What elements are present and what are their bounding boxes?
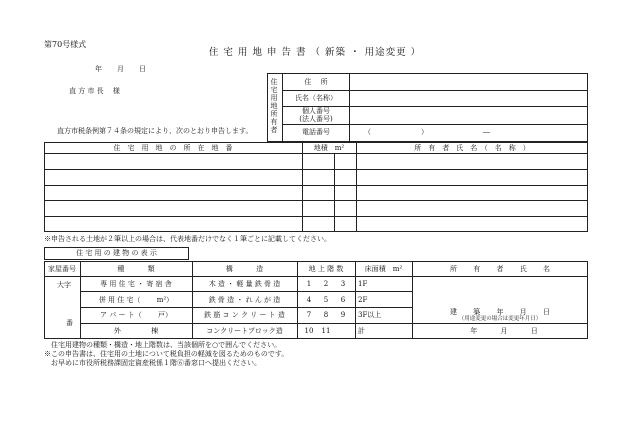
completion-sub: （用途変更の場合は変更年月日）: [458, 316, 542, 322]
date-month: 月: [117, 65, 124, 73]
page-title: 住 宅 用 地 申 告 書 （ 新築 ・ 用途変更 ）: [208, 47, 422, 58]
floor-option[interactable]: 6: [340, 296, 346, 304]
type-option-dedicated[interactable]: 専 用 住 宅 ・ 寄 宿 舎: [100, 280, 172, 288]
floor-option[interactable]: 3: [340, 280, 346, 288]
structure-option-wood[interactable]: 木 造 ・ 軽 量 鉄 骨 造: [208, 280, 281, 288]
area-label-total: 計: [358, 327, 365, 335]
bldg-header-structure: 構 造: [225, 265, 264, 273]
structure-option-steel[interactable]: 鉄 骨 造 ・ れ ん が 造: [208, 296, 281, 304]
lot-label-ban: 番: [66, 319, 73, 327]
type-option-other[interactable]: 外 棟: [113, 327, 159, 335]
land-header-owner: 所 有 者 氏 名 （ 名 称 ）: [414, 144, 530, 152]
area-label-3f: 3F以上: [358, 311, 382, 319]
floor-option[interactable]: 2: [323, 280, 329, 288]
bldg-header-owner: 所 有 者 氏 名: [450, 265, 550, 273]
addressee: 直 方 市 長 様: [69, 87, 120, 95]
structure-option-rc[interactable]: 鉄 筋 コ ン ク リ ー ト 造: [204, 311, 285, 319]
land-table: [44, 142, 588, 232]
id-number-label: 個人番号 (法人番号): [299, 107, 333, 123]
type-option-apartment[interactable]: ア パ ー ト（ 戸）: [100, 311, 172, 319]
floor-option[interactable]: 11: [321, 327, 331, 335]
floor-option[interactable]: 4: [306, 296, 312, 304]
bldg-header-floor-area: 床面積 m²: [364, 265, 403, 273]
building-section-title: 住 宅 用 の 建 物 の 表 示: [76, 249, 157, 257]
floor-option[interactable]: 5: [323, 296, 329, 304]
lot-label-oaza: 大字: [57, 281, 71, 289]
phone-label: 電話番号: [302, 128, 330, 136]
floor-option[interactable]: 1: [306, 280, 312, 288]
preamble: 直方市税条例第７４条の規定により、次のとおり申告します。: [57, 127, 253, 135]
phone-close: ）: [421, 128, 428, 136]
footnote-1: 住宅用建物の種類・構造・地上階数は、当該個所を○で囲んでください。: [51, 341, 282, 349]
land-note: ※申告される土地が２筆以上の場合は、代表地番だけでなく１筆ごとに記載してください。: [44, 235, 331, 243]
footnote-3: お早めに市役所税務課固定資産税係１階⑥番窓口へ提出ください。: [51, 359, 261, 367]
form-number: 第70号様式: [44, 40, 87, 49]
name-label: 氏名（名称）: [295, 94, 337, 102]
land-header-location: 住 宅 用 地 の 所 在 地 番: [113, 144, 233, 152]
floor-option[interactable]: 9: [340, 311, 346, 319]
type-option-combined[interactable]: 併 用 住 宅（ m²）: [98, 296, 174, 304]
footnote-2: ※この申告書は、住宅用の土地について税負担の軽減を図るためのものです。: [44, 350, 289, 358]
completion-label: 建 築 年 月 日: [450, 308, 550, 316]
date-year: 年: [95, 65, 102, 73]
area-label-1f: 1F: [358, 280, 368, 288]
land-header-area: 地積 m²: [313, 144, 345, 152]
address-label: 住 所: [304, 78, 328, 86]
area-label-2f: 2F: [358, 296, 368, 304]
bldg-header-house-number: 家屋番号: [48, 265, 76, 273]
structure-option-block[interactable]: コンクリートブロック造: [206, 327, 283, 335]
phone-open: （: [364, 128, 371, 136]
date-day: 日: [139, 65, 146, 73]
floor-option[interactable]: 7: [306, 311, 312, 319]
phone-dash: ―: [483, 128, 490, 136]
bldg-header-floors: 地 上 階 数: [308, 265, 344, 273]
floor-option[interactable]: 10: [304, 327, 314, 335]
bldg-header-type: 種 類: [117, 265, 155, 273]
floor-option[interactable]: 8: [323, 311, 329, 319]
owner-vertical-label: 住宅用地所有者: [270, 78, 278, 134]
completion-date[interactable]: 年 月 日: [470, 327, 538, 335]
